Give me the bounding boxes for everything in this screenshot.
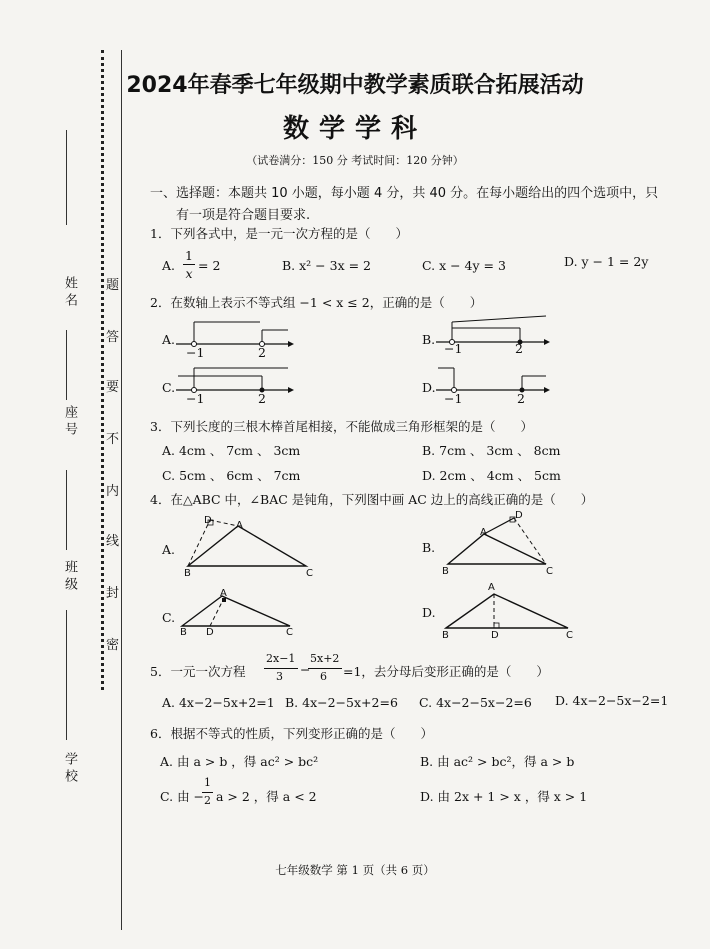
q4c-point-a: A [220, 588, 227, 599]
section-heading-cont: 有一项是符合题目要求. [176, 208, 311, 223]
q2-option-a-label: A. [162, 332, 176, 347]
class-label: 班级 [62, 560, 77, 594]
q4-option-d-label: D. [422, 605, 436, 620]
q5-frac1-denominator: 3 [276, 670, 283, 683]
question-1-stem: 1．下列各式中，是一元一次方程的是（ ） [150, 226, 408, 241]
q2-option-c-label: C. [162, 380, 176, 395]
q1-option-a-label: A. [162, 258, 176, 273]
q6-option-d: D. 由 2x + 1 > x ，得 x > 1 [420, 789, 588, 804]
q2-b-tick-right: 2 [515, 341, 523, 356]
q1-a-rhs: = 2 [198, 258, 221, 273]
name-label: 姓名 [62, 276, 77, 310]
subject-title: 数学学科 [282, 114, 427, 144]
q4c-point-b: B [180, 627, 187, 638]
q3-option-d: D. 2cm 、 4cm 、 5cm [422, 468, 561, 483]
class-underline [66, 470, 67, 550]
binding-dotted-line [101, 50, 104, 690]
seal-char: 线 [106, 534, 120, 549]
q2-option-b-label: B. [422, 332, 436, 347]
question-3-stem: 3．下列长度的三根木棒首尾相接，不能做成三角形框架的是（ ） [150, 419, 533, 434]
q1-option-b: B. x² − 3x = 2 [282, 258, 371, 273]
q4-option-a-label: A. [162, 542, 176, 557]
school-label: 学校 [62, 752, 77, 786]
q3-option-a: A. 4cm 、 7cm 、 3cm [162, 443, 301, 458]
q2-c-tick-left: −1 [186, 391, 205, 406]
section-heading: 一、选择题：本题共 10 小题，每小题 4 分，共 40 分。在每小题给出的四个选项中，只 [150, 186, 659, 201]
school-underline [66, 610, 67, 740]
q4b-point-a: A [480, 527, 487, 538]
q1-option-c: C. x − 4y = 3 [422, 258, 506, 273]
q4b-point-b: B [442, 566, 449, 577]
q4b-point-c: C [546, 566, 553, 577]
seal-char: 答 [106, 330, 120, 345]
q2-a-tick-left: −1 [186, 345, 205, 360]
question-5-stem-prefix: 5．一元一次方程 [150, 664, 246, 679]
q6-option-b: B. 由 ac² > bc²，得 a > b [420, 754, 575, 769]
seat-label: 座号 [62, 405, 77, 439]
q4a-point-a: A [236, 520, 243, 531]
seat-underline [66, 330, 67, 400]
q4c-point-d: D [206, 627, 214, 638]
q4d-point-a: A [488, 582, 495, 593]
q5-frac2-bar [308, 668, 342, 669]
q4a-point-d: D [204, 515, 212, 526]
exam-title: 2024年春季七年级期中教学素质联合拓展活动 [126, 73, 584, 98]
q2-option-d-label: D. [422, 380, 436, 395]
q2-d-tick-left: −1 [444, 391, 463, 406]
q4-triangle-b [444, 512, 554, 572]
q1-a-fraction-bar [183, 264, 195, 265]
q1-a-numerator: 1 [185, 248, 193, 263]
seal-char: 密 [106, 638, 120, 653]
seal-char: 不 [106, 432, 120, 447]
page-footer: 七年级数学 第 1 页（共 6 页） [275, 863, 435, 877]
q5-option-d: D. 4x−2−5x−2=1 [555, 693, 669, 708]
seal-char: 题 [106, 278, 120, 293]
q4-triangle-c [180, 592, 300, 632]
q5-option-b: B. 4x−2−5x+2=6 [285, 695, 398, 710]
q1-a-denominator: x [185, 266, 193, 281]
q5-frac1-bar [264, 668, 298, 669]
question-6-stem: 6．根据不等式的性质，下列变形正确的是（ ） [150, 726, 433, 741]
seal-char: 封 [106, 586, 120, 601]
q4b-point-d: D [515, 510, 523, 521]
q5-minus: − [300, 662, 311, 677]
q4d-point-c: C [566, 630, 573, 641]
seal-char: 要 [106, 380, 120, 395]
q4-option-b-label: B. [422, 540, 436, 555]
q4-option-c-label: C. [162, 610, 176, 625]
seal-char: 内 [106, 484, 120, 499]
q2-b-tick-left: −1 [444, 341, 463, 356]
q3-option-b: B. 7cm 、 3cm 、 8cm [422, 443, 561, 458]
q4d-point-d: D [491, 630, 499, 641]
q2-d-tick-right: 2 [517, 391, 525, 406]
binding-solid-line [121, 50, 122, 930]
q4a-point-b: B [184, 568, 191, 579]
q6-c-fraction-bar [202, 792, 213, 793]
q2-a-tick-right: 2 [258, 345, 266, 360]
q5-frac1-numerator: 2x−1 [266, 652, 296, 665]
exam-meta: （试卷满分：150 分 考试时间：120 分钟） [246, 154, 464, 167]
q6-option-a: A. 由 a > b ，得 ac² > bc² [160, 754, 319, 769]
q6-c-numerator: 1 [204, 776, 211, 789]
q5-frac2-denominator: 6 [320, 670, 327, 683]
q4a-point-c: C [306, 568, 313, 579]
question-5-stem-suffix: =1，去分母后变形正确的是（ ） [343, 664, 549, 679]
q4d-point-b: B [442, 630, 449, 641]
q4-triangle-d [444, 588, 574, 632]
q1-option-d: D. y − 1 = 2y [564, 254, 649, 269]
q6-option-c-suffix: a > 2 ，得 a < 2 [216, 789, 317, 804]
question-2-stem: 2．在数轴上表示不等式组 −1 < x ≤ 2，正确的是（ ） [150, 295, 483, 310]
q5-frac2-numerator: 5x+2 [310, 652, 340, 665]
q6-c-denominator: 2 [204, 794, 211, 807]
q5-option-a: A. 4x−2−5x+2=1 [162, 695, 275, 710]
q3-option-c: C. 5cm 、 6cm 、 7cm [162, 468, 301, 483]
question-4-stem: 4．在△ABC 中，∠BAC 是钝角，下列图中画 AC 边上的高线正确的是（ ） [150, 492, 594, 507]
q5-option-c: C. 4x−2−5x−2=6 [419, 695, 532, 710]
q4c-point-c: C [286, 627, 293, 638]
q6-option-c-prefix: C. 由 − [160, 789, 205, 804]
q2-c-tick-right: 2 [258, 391, 266, 406]
